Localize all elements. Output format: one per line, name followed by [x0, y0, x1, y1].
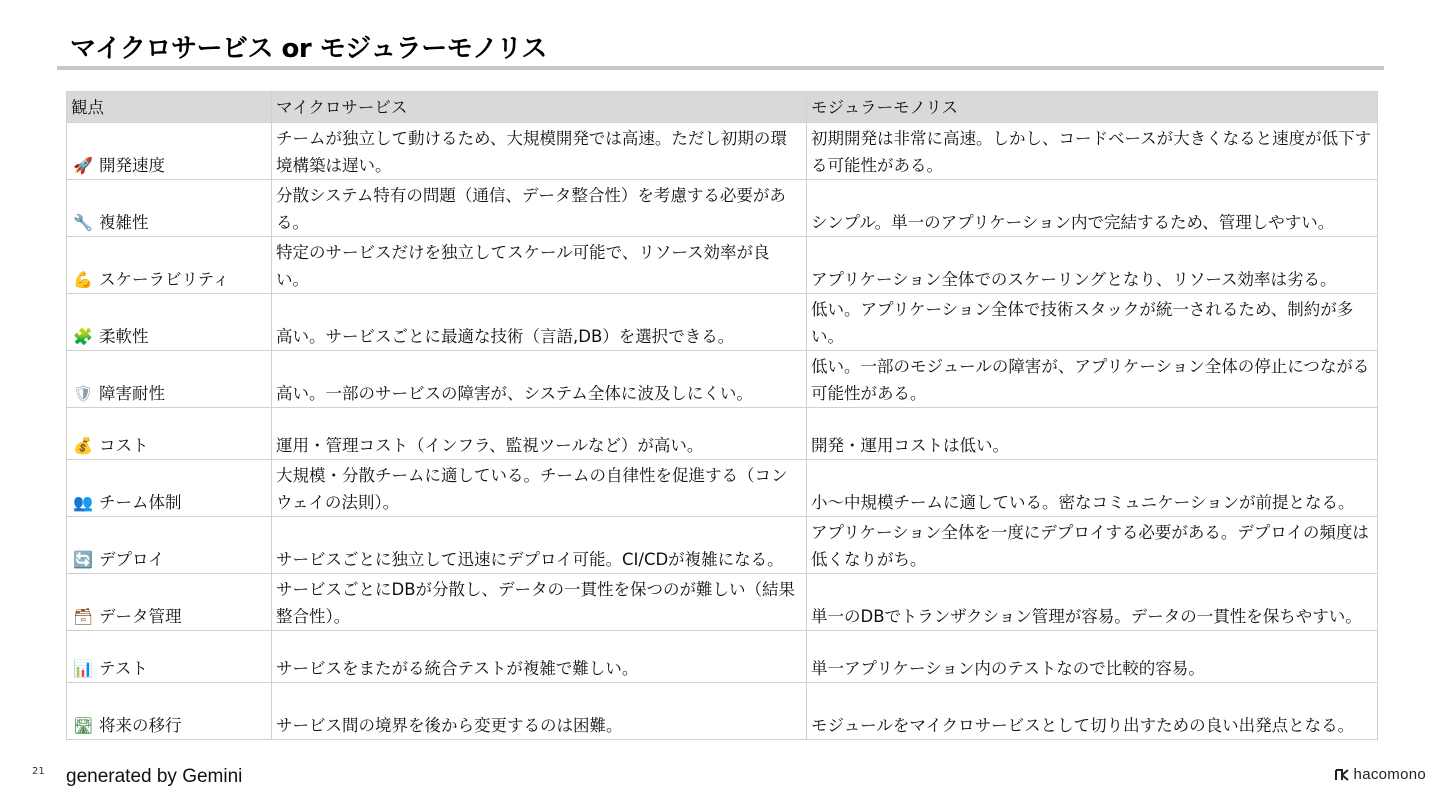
microservices-cell: チームが独立して動けるため、大規模開発では高速。ただし初期の環境構築は遅い。 — [272, 123, 807, 180]
modular-monolith-cell: アプリケーション全体を一度にデプロイする必要がある。デプロイの頻度は低くなりがち。 — [807, 517, 1378, 574]
aspect-label: データ管理 — [99, 607, 182, 626]
aspect-label: テスト — [99, 659, 148, 678]
modular-monolith-cell: モジュールをマイクロサービスとして切り出すための良い出発点となる。 — [807, 683, 1378, 740]
header-microservices: マイクロサービス — [272, 92, 807, 123]
aspect-label: 柔軟性 — [99, 327, 149, 346]
modular-monolith-cell: 低い。アプリケーション全体で技術スタックが統一されるため、制約が多い。 — [807, 294, 1378, 351]
bar-chart-icon: 📊 — [73, 659, 93, 678]
microservices-cell: 特定のサービスだけを独立してスケール可能で、リソース効率が良い。 — [272, 237, 807, 294]
aspect-label: スケーラビリティ — [99, 270, 230, 289]
modular-monolith-cell: 初期開発は非常に高速。しかし、コードベースが大きくなると速度が低下する可能性がある。 — [807, 123, 1378, 180]
table-header-row — [67, 92, 1378, 123]
microservices-cell: サービスをまたがる統合テストが複雑で難しい。 — [272, 631, 807, 683]
microservices-cell: 運用・管理コスト（インフラ、監視ツールなど）が高い。 — [272, 408, 807, 460]
modular-monolith-cell: シンプル。単一のアプリケーション内で完結するため、管理しやすい。 — [807, 180, 1378, 237]
table-row — [67, 294, 1378, 351]
aspect-cell — [67, 683, 272, 740]
aspect-cell — [67, 574, 272, 631]
refresh-icon: 🔄 — [73, 550, 93, 569]
aspect-cell — [67, 294, 272, 351]
aspect-cell — [67, 408, 272, 460]
microservices-cell: 高い。サービスごとに最適な技術（言語,DB）を選択できる。 — [272, 294, 807, 351]
modular-monolith-cell: 小〜中規模チームに適している。密なコミュニケーションが前提となる。 — [807, 460, 1378, 517]
header-modular-monolith: モジュラーモノリス — [807, 92, 1378, 123]
page-number: 21 — [32, 766, 45, 777]
aspect-cell — [67, 180, 272, 237]
comparison-table — [66, 91, 1378, 740]
header-aspect: 観点 — [67, 92, 272, 123]
table-row — [67, 517, 1378, 574]
hacomono-logo-icon — [1334, 767, 1350, 783]
microservices-cell: 大規模・分散チームに適している。チームの自律性を促進する（コンウェイの法則）。 — [272, 460, 807, 517]
flexed-biceps-icon: 💪 — [73, 270, 93, 289]
modular-monolith-cell: 開発・運用コストは低い。 — [807, 408, 1378, 460]
microservices-cell: サービスごとにDBが分散し、データの一貫性を保つのが難しい（結果整合性）。 — [272, 574, 807, 631]
aspect-label: 将来の移行 — [99, 716, 182, 735]
footer-note: generated by Gemini — [66, 766, 243, 787]
microservices-cell: 高い。一部のサービスの障害が、システム全体に波及しにくい。 — [272, 351, 807, 408]
microservices-cell: 分散システム特有の問題（通信、データ整合性）を考慮する必要がある。 — [272, 180, 807, 237]
table-row — [67, 683, 1378, 740]
table-row — [67, 408, 1378, 460]
aspect-cell — [67, 237, 272, 294]
title-underline — [57, 66, 1384, 70]
aspect-cell — [67, 460, 272, 517]
aspect-cell — [67, 517, 272, 574]
modular-monolith-cell: 単一のDBでトランザクション管理が容易。データの一貫性を保ちやすい。 — [807, 574, 1378, 631]
aspect-label: コスト — [99, 436, 149, 455]
table-row — [67, 180, 1378, 237]
aspect-cell — [67, 631, 272, 683]
table-row — [67, 574, 1378, 631]
brand-logo — [1334, 766, 1426, 783]
modular-monolith-cell: アプリケーション全体でのスケーリングとなり、リソース効率は劣る。 — [807, 237, 1378, 294]
table-row — [67, 631, 1378, 683]
aspect-label: チーム体制 — [99, 493, 182, 512]
file-cabinet-icon: 🗃 — [73, 607, 94, 626]
people-icon: 👥 — [73, 493, 93, 512]
table-row — [67, 123, 1378, 180]
aspect-label: 開発速度 — [99, 156, 165, 175]
aspect-label: デプロイ — [99, 550, 165, 569]
rocket-icon: 🚀 — [73, 156, 93, 175]
aspect-label: 障害耐性 — [99, 384, 165, 403]
microservices-cell: サービスごとに独立して迅速にデプロイ可能。CI/CDが複雑になる。 — [272, 517, 807, 574]
wrench-icon: 🔧 — [73, 213, 93, 232]
table-row — [67, 460, 1378, 517]
money-bag-icon: 💰 — [73, 436, 93, 455]
modular-monolith-cell: 単一アプリケーション内のテストなので比較的容易。 — [807, 631, 1378, 683]
table-row — [67, 237, 1378, 294]
table-row — [67, 351, 1378, 408]
brand-name: hacomono — [1353, 766, 1426, 783]
aspect-cell — [67, 123, 272, 180]
road-icon: 🛣 — [73, 716, 94, 735]
modular-monolith-cell: 低い。一部のモジュールの障害が、アプリケーション全体の停止につながる可能性がある。 — [807, 351, 1378, 408]
aspect-cell — [67, 351, 272, 408]
microservices-cell: サービス間の境界を後から変更するのは困難。 — [272, 683, 807, 740]
aspect-label: 複雑性 — [99, 213, 149, 232]
page-title: マイクロサービス or モジュラーモノリス — [70, 34, 547, 64]
shield-icon: 🛡 — [73, 384, 94, 403]
puzzle-piece-icon: 🧩 — [73, 327, 93, 346]
